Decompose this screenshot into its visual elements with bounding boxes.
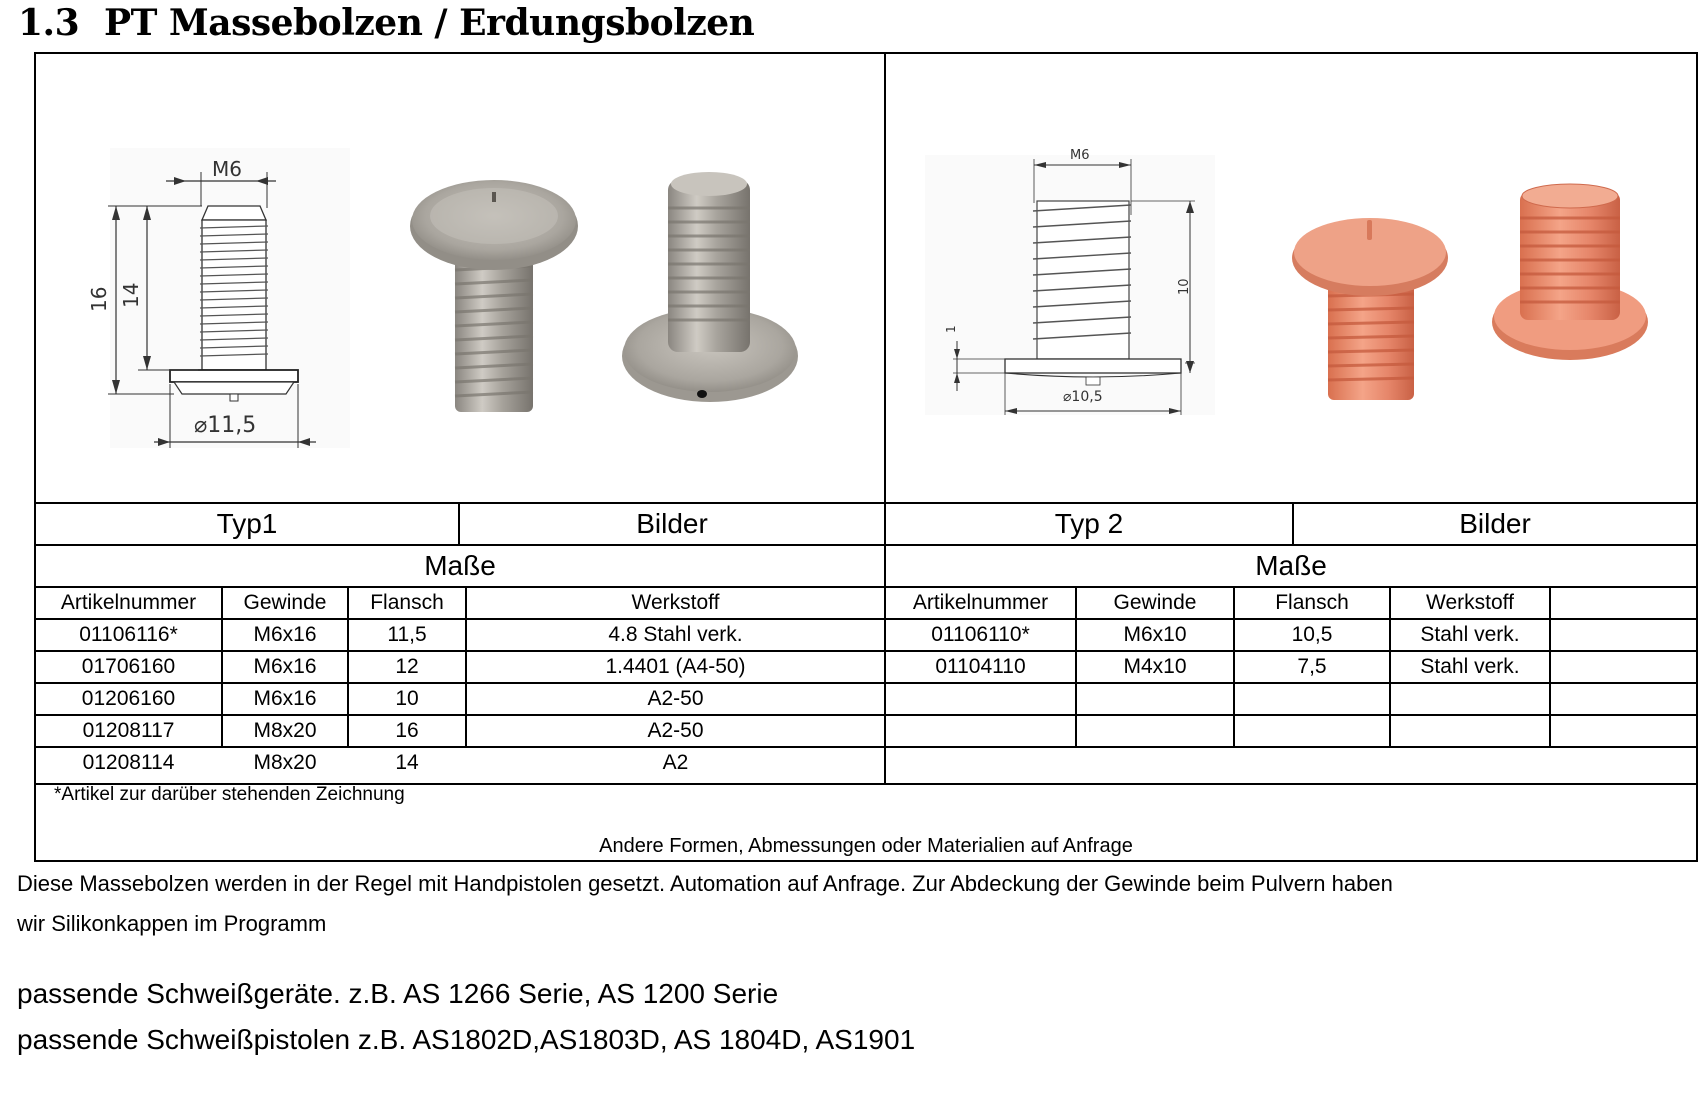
type1-col-gewinde: Gewinde	[243, 591, 327, 614]
type1-col-flansch: Flansch	[370, 591, 444, 614]
type2-flange-diameter: ⌀10,5	[1063, 389, 1103, 405]
type1-thread-label: M6	[212, 157, 242, 181]
type1-header: Typ1	[216, 508, 278, 539]
flansch-cell: 14	[395, 751, 419, 774]
gewinde-cell: M4x10	[1123, 655, 1187, 678]
type2-dimensions-header: Maße	[1255, 550, 1327, 581]
gewinde-cell: M6x10	[1123, 623, 1187, 646]
flansch-cell: 11,5	[387, 623, 427, 646]
section-title	[18, 0, 754, 46]
werkstoff-cell: A2-50	[647, 719, 704, 742]
type1-col-artikelnummer: Artikelnummer	[60, 591, 197, 614]
werkstoff-cell: 1.4401 (A4-50)	[605, 655, 746, 678]
artikelnummer-cell: 01106116*	[79, 623, 178, 646]
flansch-cell: 10	[395, 687, 419, 710]
type1-images-header: Bilder	[636, 508, 708, 539]
flansch-cell: 7,5	[1297, 655, 1327, 678]
gewinde-cell: M8x20	[253, 719, 317, 742]
divider	[1549, 586, 1551, 746]
artikelnummer-cell: 01706160	[81, 655, 176, 678]
artikelnummer-cell: 01106110*	[931, 623, 1030, 646]
flansch-cell: 16	[395, 719, 419, 742]
type2-thread-length: 10	[1177, 278, 1192, 295]
compatible-welders: passende Schweißgeräte. z.B. AS 1266 Serie, AS 1200 Serie	[17, 978, 779, 1009]
type1-photo-flange-down	[620, 168, 800, 418]
type1-dimensions-header: Maße	[424, 550, 496, 581]
type2-photo-flange-up	[1290, 200, 1450, 410]
gewinde-cell: M6x16	[253, 623, 317, 646]
compatible-welding-guns: passende Schweißpistolen z.B. AS1802D,AS1803D, AS 1804D, AS1901	[17, 1024, 916, 1055]
artikelnummer-cell: 01206160	[81, 687, 176, 710]
werkstoff-cell: Stahl verk.	[1420, 623, 1520, 646]
type2-photo-flange-down	[1490, 182, 1650, 372]
werkstoff-cell: A2-50	[647, 687, 704, 710]
section-number: 1.3	[18, 2, 80, 44]
type2-technical-drawing	[905, 145, 1215, 415]
type1-flange-diameter: ⌀11,5	[194, 413, 257, 438]
werkstoff-cell: 4.8 Stahl verk.	[608, 623, 743, 646]
footnote: *Artikel zur darüber stehenden Zeichnung	[54, 784, 405, 805]
type1-thread-length: 14	[119, 282, 143, 308]
gewinde-cell: M8x20	[253, 751, 317, 774]
artikelnummer-cell: 01208117	[82, 719, 175, 742]
description-line-1: Diese Massebolzen werden in der Regel mit Handpistolen gesetzt. Automation auf Anfrage. Zur Abdeckung der Gewinde beim Pulvern haben	[17, 871, 1393, 896]
type2-col-gewinde: Gewinde	[1113, 591, 1197, 614]
type2-flange-thickness: 1	[944, 325, 958, 333]
custom-request-notice: Andere Formen, Abmessungen oder Materialien auf Anfrage	[599, 835, 1133, 857]
type2-col-flansch: Flansch	[1275, 591, 1349, 614]
type1-total-height: 16	[87, 286, 111, 312]
gewinde-cell: M6x16	[253, 655, 317, 678]
artikelnummer-cell: 01208114	[82, 751, 175, 774]
section-title-text: PT Massebolzen / Erdungsbolzen	[104, 2, 755, 44]
gewinde-cell: M6x16	[253, 687, 317, 710]
artikelnummer-cell: 01104110	[935, 655, 1026, 678]
type2-col-artikelnummer: Artikelnummer	[912, 591, 1049, 614]
type2-thread-label: M6	[1070, 148, 1090, 163]
type2-col-werkstoff: Werkstoff	[1426, 591, 1514, 614]
type1-technical-drawing	[87, 148, 350, 448]
type2-header: Typ 2	[1054, 508, 1124, 539]
flansch-cell: 12	[395, 655, 419, 678]
werkstoff-cell: Stahl verk.	[1420, 655, 1520, 678]
type1-photo-flange-up	[405, 170, 575, 430]
type1-col-werkstoff: Werkstoff	[631, 591, 720, 614]
flansch-cell: 10,5	[1291, 623, 1333, 646]
type2-images-header: Bilder	[1459, 508, 1531, 539]
werkstoff-cell: A2	[662, 751, 689, 774]
description-line-2: wir Silikonkappen im Programm	[17, 911, 327, 936]
